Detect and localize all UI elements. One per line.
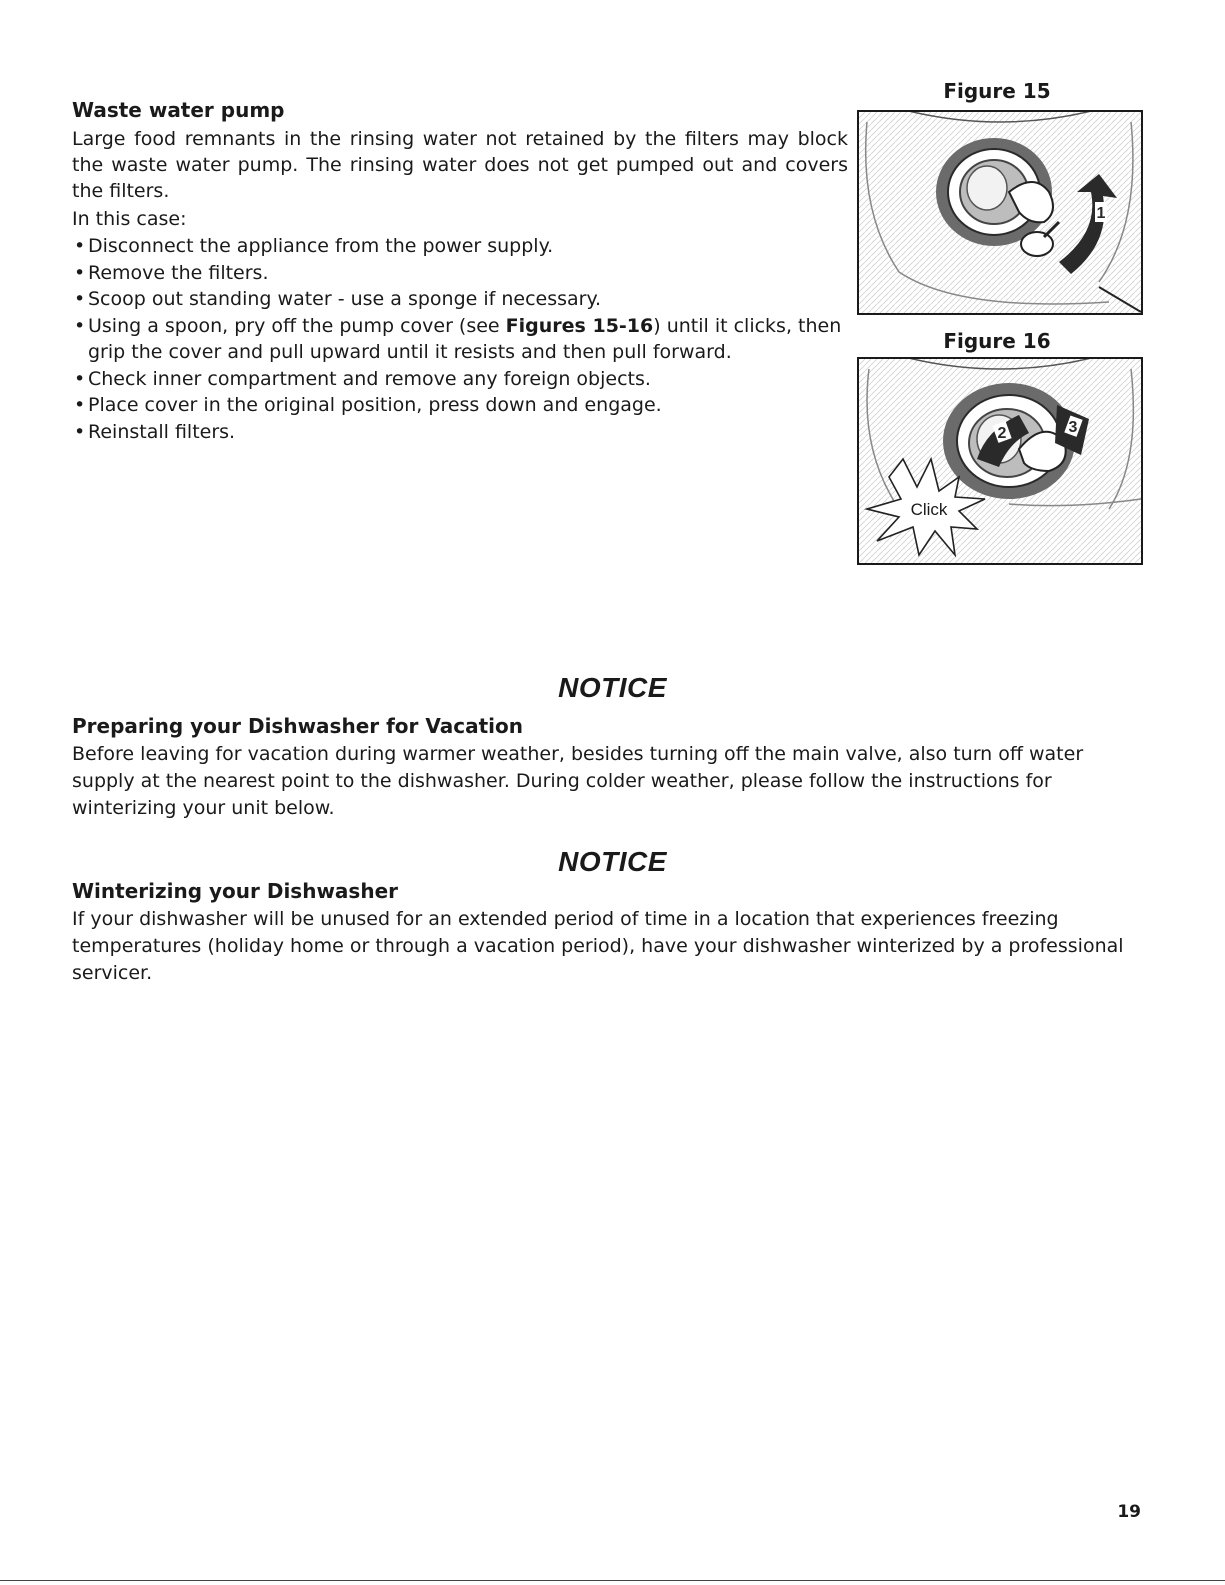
bottom-rule	[0, 1580, 1225, 1581]
list-item	[72, 419, 862, 446]
pump-lead-text: In this case:	[72, 208, 187, 230]
step-text: Disconnect the appliance from the power supply.	[88, 235, 554, 257]
page-number: 19	[1117, 1502, 1141, 1522]
list-item	[72, 286, 862, 313]
notice-label-vacation: NOTICE	[558, 672, 667, 703]
list-item	[72, 260, 862, 287]
bullet-marker: •	[74, 314, 86, 337]
figure-16-illustration	[857, 357, 1143, 565]
step-label-3: 3	[1068, 419, 1078, 436]
step-label-2: 2	[997, 425, 1007, 442]
figure-15-caption: Figure 15	[943, 79, 1051, 103]
list-item	[72, 392, 862, 419]
step-text: Scoop out standing water - use a sponge if necessary.	[88, 288, 602, 310]
step-text: ) until it clicks, then grip the cover and pull upward until it resists and then pull forward.	[88, 314, 842, 363]
bullet-marker: •	[74, 420, 86, 443]
notice-label-winterizing: NOTICE	[558, 846, 667, 877]
click-callout: Click	[910, 500, 948, 519]
step-label-1: 1	[1096, 205, 1106, 222]
section-heading-winterizing: Winterizing your Dishwasher	[72, 879, 398, 903]
figure-15-illustration	[857, 110, 1143, 315]
vacation-paragraph: Before leaving for vacation during warmer weather, besides turning off the main valve, also turn off water supply at the nearest point to the dishwasher. During colder weather, please follow the instructions for winterizing your unit below.	[72, 743, 1084, 819]
step-text: Check inner compartment and remove any foreign objects.	[88, 367, 651, 390]
bullet-marker: •	[74, 235, 86, 257]
bullet-marker: •	[74, 367, 86, 390]
winterizing-paragraph: If your dishwasher will be unused for an extended period of time in a location that experiences freezing temperatures (holiday home or through a vacation period), have your dishwasher winterized by a professional servicer.	[72, 908, 1124, 984]
figure-reference: Figures 15-16	[505, 314, 654, 337]
pump-cover-reinstall-illustration	[859, 359, 1141, 563]
step-text: Using a spoon, pry off the pump cover (see	[88, 314, 506, 337]
step-text: Place cover in the original position, press down and engage.	[88, 394, 662, 416]
section-heading-waste-water-pump: Waste water pump	[72, 98, 285, 122]
section-heading-vacation: Preparing your Dishwasher for Vacation	[72, 714, 523, 738]
bullet-marker: •	[74, 288, 86, 310]
step-text: Reinstall filters.	[88, 420, 236, 443]
list-item	[72, 313, 862, 366]
bullet-marker: •	[74, 394, 86, 416]
list-item	[72, 233, 862, 260]
pump-steps-list	[72, 233, 862, 445]
figure-16-caption: Figure 16	[943, 329, 1051, 353]
list-item	[72, 366, 862, 393]
bullet-marker: •	[74, 261, 86, 284]
pump-cover-removal-illustration	[859, 112, 1141, 313]
pump-intro-paragraph: Large food remnants in the rinsing water not retained by the filters may block the waste water pump. The rinsing water does not get pumped out and covers the filters.	[72, 128, 848, 202]
step-text: Remove the filters.	[88, 261, 269, 284]
